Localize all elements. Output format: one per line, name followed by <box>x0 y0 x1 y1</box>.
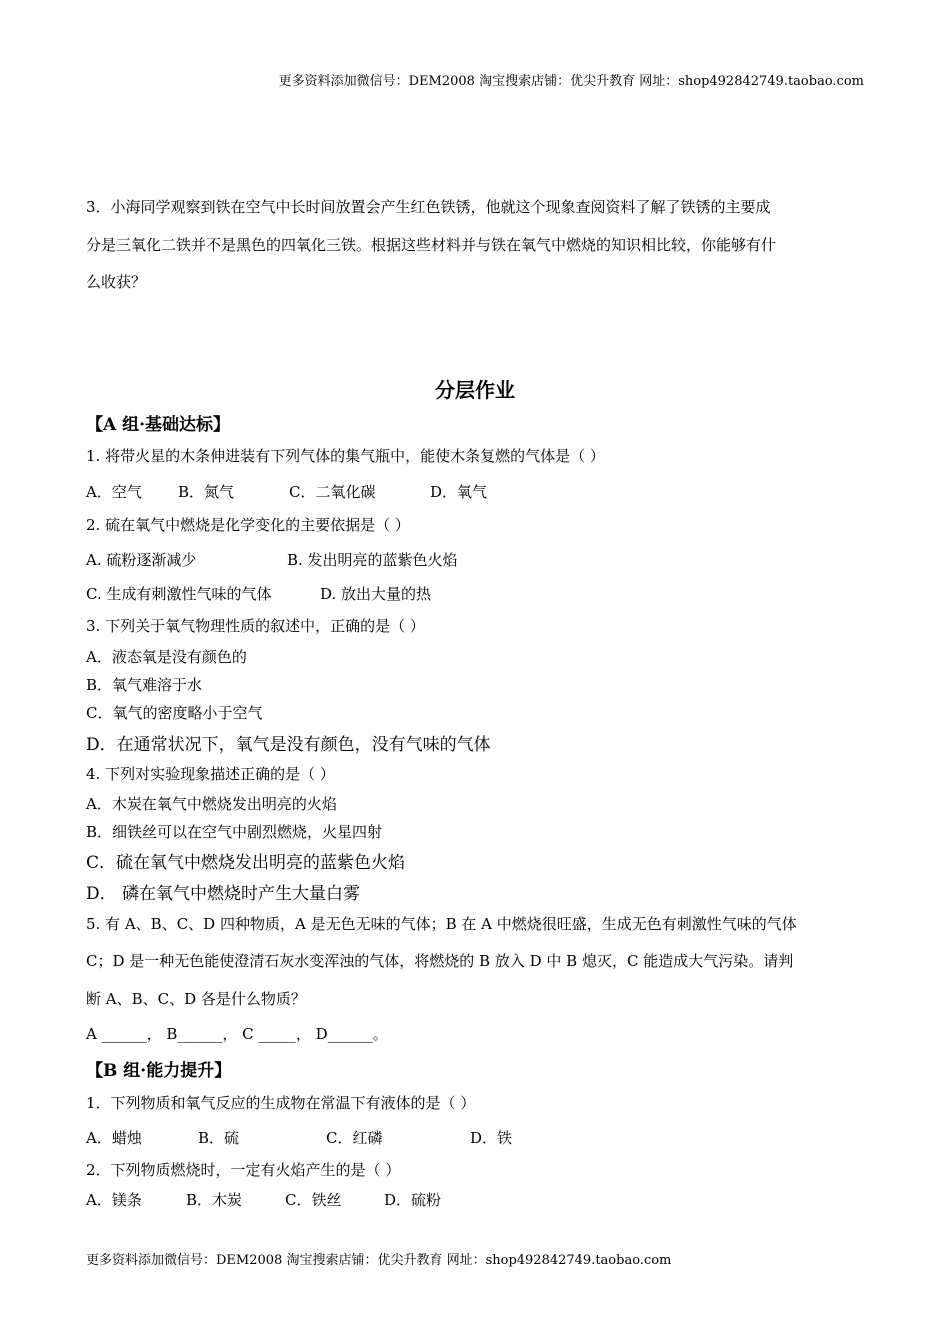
b-q2-option-a: A．镁条 <box>86 1191 142 1209</box>
a-q2-option-b: B. 发出明亮的蓝紫色火焰 <box>287 551 458 569</box>
a-q1-option-c: C．二氧化碳 <box>289 483 376 501</box>
a-q4-option-d: D． 磷在氧气中燃烧时产生大量白雾 <box>86 884 361 904</box>
intro-q3-line1: 3．小海同学观察到铁在空气中长时间放置会产生红色铁锈，他就这个现象查阅资料了解了铁锈的主要成 <box>86 198 771 216</box>
a-q4-option-a: A．木炭在氧气中燃烧发出明亮的火焰 <box>86 795 337 813</box>
page-footer: 更多资料添加微信号：DEM2008 淘宝搜索店铺：优尖升教育 网址：shop492842749.taobao.com <box>86 1253 672 1268</box>
a-q3-stem: 3. 下列关于氧气物理性质的叙述中，正确的是（ ） <box>86 617 425 635</box>
a-q3-option-b: B．氧气难溶于水 <box>86 676 203 694</box>
b-q2-option-d: D．硫粉 <box>384 1191 442 1209</box>
b-q2-option-c: C．铁丝 <box>285 1191 342 1209</box>
intro-q3-line2: 分是三氧化二铁并不是黑色的四氧化三铁。根据这些材料并与铁在氧气中燃烧的知识相比较，你能够有什 <box>86 236 777 254</box>
a-q4-stem: 4. 下列对实验现象描述正确的是（ ） <box>86 765 335 783</box>
a-q2-option-d: D. 放出大量的热 <box>320 585 432 603</box>
a-q1-option-a: A．空气 <box>86 483 142 501</box>
page-header: 更多资料添加微信号：DEM2008 淘宝搜索店铺：优尖升教育 网址：shop492842749.taobao.com <box>278 74 864 89</box>
intro-q3-line3: 么收获？ <box>86 273 147 291</box>
b-q1-option-a: A．蜡烛 <box>86 1129 142 1147</box>
a-q5-line1: 5. 有 A、B、C、D 四种物质，A 是无色无味的气体；B 在 A 中燃烧很旺盛，生成无色有刺激性气味的气体 <box>86 915 797 933</box>
b-q2-stem: 2．下列物质燃烧时，一定有火焰产生的是（ ） <box>86 1161 401 1179</box>
b-q2-option-b: B．木炭 <box>186 1191 243 1209</box>
a-q3-option-a: A．液态氧是没有颜色的 <box>86 648 247 666</box>
a-q3-option-c: C．氧气的密度略小于空气 <box>86 704 263 722</box>
a-q5-blanks: A ______， B______， C _____， D______。 <box>86 1025 388 1043</box>
a-q5-line3: 断 A、B、C、D 各是什么物质？ <box>86 990 306 1008</box>
page-title: 分层作业 <box>435 378 515 402</box>
a-q2-option-c: C. 生成有刺激性气味的气体 <box>86 585 272 603</box>
a-q1-option-d: D．氧气 <box>430 483 488 501</box>
a-q2-stem: 2. 硫在氧气中燃烧是化学变化的主要依据是（ ） <box>86 516 410 534</box>
group-b-heading: 【B 组·能力提升】 <box>86 1061 232 1081</box>
a-q1-stem: 1. 将带火星的木条伸进装有下列气体的集气瓶中，能使木条复燃的气体是（ ） <box>86 447 605 465</box>
a-q5-line2: C；D 是一种无色能使澄清石灰水变浑浊的气体，将燃烧的 B 放入 D 中 B 熄灭，C 能造成大气污染。请判 <box>86 952 794 970</box>
b-q1-option-c: C．红磷 <box>326 1129 383 1147</box>
a-q4-option-b: B．细铁丝可以在空气中剧烈燃烧，火星四射 <box>86 823 383 841</box>
a-q2-option-a: A. 硫粉逐渐减少 <box>86 551 197 569</box>
a-q1-option-b: B．氮气 <box>178 483 235 501</box>
a-q3-option-d: D．在通常状况下，氧气是没有颜色，没有气味的气体 <box>86 735 491 755</box>
group-a-heading: 【A 组·基础达标】 <box>86 415 231 435</box>
a-q4-option-c: C．硫在氧气中燃烧发出明亮的蓝紫色火焰 <box>86 853 406 873</box>
b-q1-option-b: B．硫 <box>198 1129 240 1147</box>
b-q1-stem: 1．下列物质和氧气反应的生成物在常温下有液体的是（ ） <box>86 1094 476 1112</box>
b-q1-option-d: D．铁 <box>470 1129 513 1147</box>
